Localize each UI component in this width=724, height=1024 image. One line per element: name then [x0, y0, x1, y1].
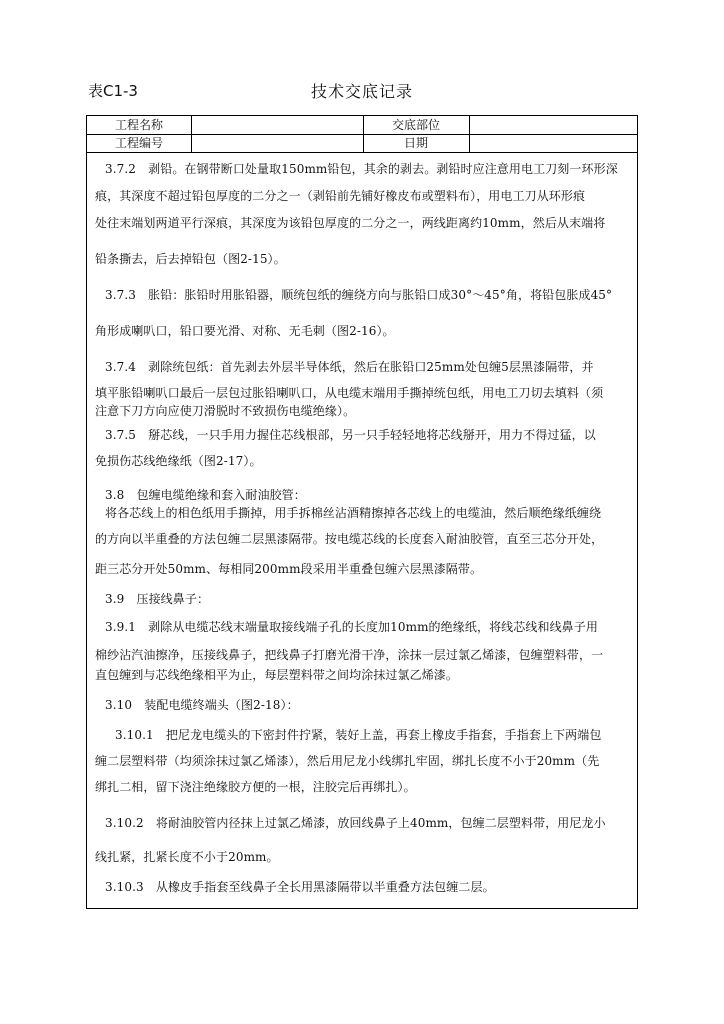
project-name-field[interactable]	[191, 116, 364, 134]
text-line: 直包缠到与芯线绝缘相平为止，每层塑料带之间均涂抹过氯乙烯漆。	[95, 668, 459, 682]
text-line: 3.9.1 剥除从电缆芯线末端量取接线端子孔的长度加10mm的绝缘纸，将线芯线和线鼻子用	[105, 620, 598, 634]
text-line: 3.10 装配电缆终端头（图2-18）：	[105, 698, 299, 712]
text-line: 3.7.5 掰芯线，一只手用力握住芯线根部，另一只手轻轻地将芯线掰开，用力不得过猛，以	[105, 428, 596, 442]
header-row-2	[87, 134, 637, 153]
text-line: 铅条撕去，后去掉铅包（图2-15）。	[95, 252, 286, 266]
text-line: 将各芯线上的相色纸用手撕掉，用手拆棉丝沾酒精擦掉各芯线上的电缆油，然后顺绝缘纸缠绕	[105, 506, 602, 520]
text-line: 3.10.1 把尼龙电缆头的下密封件拧紧，装好上盖，再套上橡皮手指套，手指套上下两端包	[115, 728, 602, 742]
text-line: 3.8 包缠电缆绝缘和套入耐油胶管：	[105, 488, 306, 502]
text-line: 棉纱沾汽油擦净，压接线鼻子，把线鼻子打磨光滑干净，涂抹一层过氯乙烯漆，包缠塑料带，一	[95, 648, 604, 662]
text-line: 注意下刀方向应使刀滑脱时不致损伤电缆绝缘）。	[95, 404, 356, 418]
text-line: 距三芯分开处50mm、每相同200mm段采用半重叠包缠六层黑漆隔带。	[95, 562, 483, 576]
text-line: 3.9 压接线鼻子：	[105, 592, 210, 606]
location-field[interactable]	[469, 116, 637, 134]
location-label: 交底部位	[363, 116, 470, 134]
text-line: 的方向以半重叠的方法包缠二层黑漆隔带。按电缆芯线的长度套入耐油胶管，直至三芯分开处，	[95, 532, 604, 546]
text-line: 痕，其深度不超过铅包厚度的二分之一（剥铅前先铺好橡皮布或塑料布），用电工刀从环形痕	[95, 189, 586, 203]
text-line: 处往末端划两道平行深痕，其深度为该铅包厚度的二分之一，两线距离约10mm，然后从末端将	[95, 216, 606, 230]
text-line: 3.10.2 将耐油胶管内径抹上过氯乙烯漆，放回线鼻子上40mm，包缠二层塑料带，用尼龙小	[105, 816, 606, 830]
text-line: 缠二层塑料带（均须涂抹过氯乙烯漆），然后用尼龙小线绑扎牢固，绑扎长度不小于20mm（先	[95, 754, 600, 768]
text-line: 3.7.4 剥除统包纸：首先剥去外层半导体纸，然后在胀铅口25mm处包缠5层黑漆隔带，并	[105, 360, 594, 374]
record-table	[86, 115, 638, 909]
project-no-field[interactable]	[191, 134, 364, 152]
text-line: 3.7.2 剥铅。在钢带断口处量取150mm铅包，其余的剥去。剥铅时应注意用电工刀刻一环形深	[105, 162, 618, 176]
form-code: 表C1-3	[88, 82, 138, 100]
text-line: 绑扎二相，留下浇注绝缘胶方便的一根，注胶完后再绑扎）。	[95, 780, 416, 794]
header-row-1	[87, 116, 637, 135]
page-title: 技术交底记录	[310, 82, 413, 101]
date-field[interactable]	[469, 134, 637, 152]
text-line: 线扎紧，扎紧长度不小于20mm。	[95, 850, 279, 864]
content-area	[87, 153, 637, 908]
text-line: 3.7.3 胀铅：胀铅时用胀铅器，顺统包纸的缠绕方向与胀铅口成30°～45°角，将铅包胀成45°	[105, 288, 613, 302]
project-name-label: 工程名称	[87, 116, 192, 134]
text-line: 填平胀铅喇叭口最后一层包过胀铅喇叭口，从电缆末端用手撕掉统包纸，用电工刀切去填料（须	[95, 386, 604, 400]
text-line: 角形成喇叭口，铅口要光滑、对称、无毛刺（图2-16）。	[95, 324, 395, 338]
project-no-label: 工程编号	[87, 134, 192, 152]
date-label: 日期	[363, 134, 470, 152]
text-line: 免损伤芯线绝缘纸（图2-17）。	[95, 454, 262, 468]
text-line: 3.10.3 从橡皮手指套至线鼻子全长用黑漆隔带以半重叠方法包缠二层。	[105, 880, 495, 894]
